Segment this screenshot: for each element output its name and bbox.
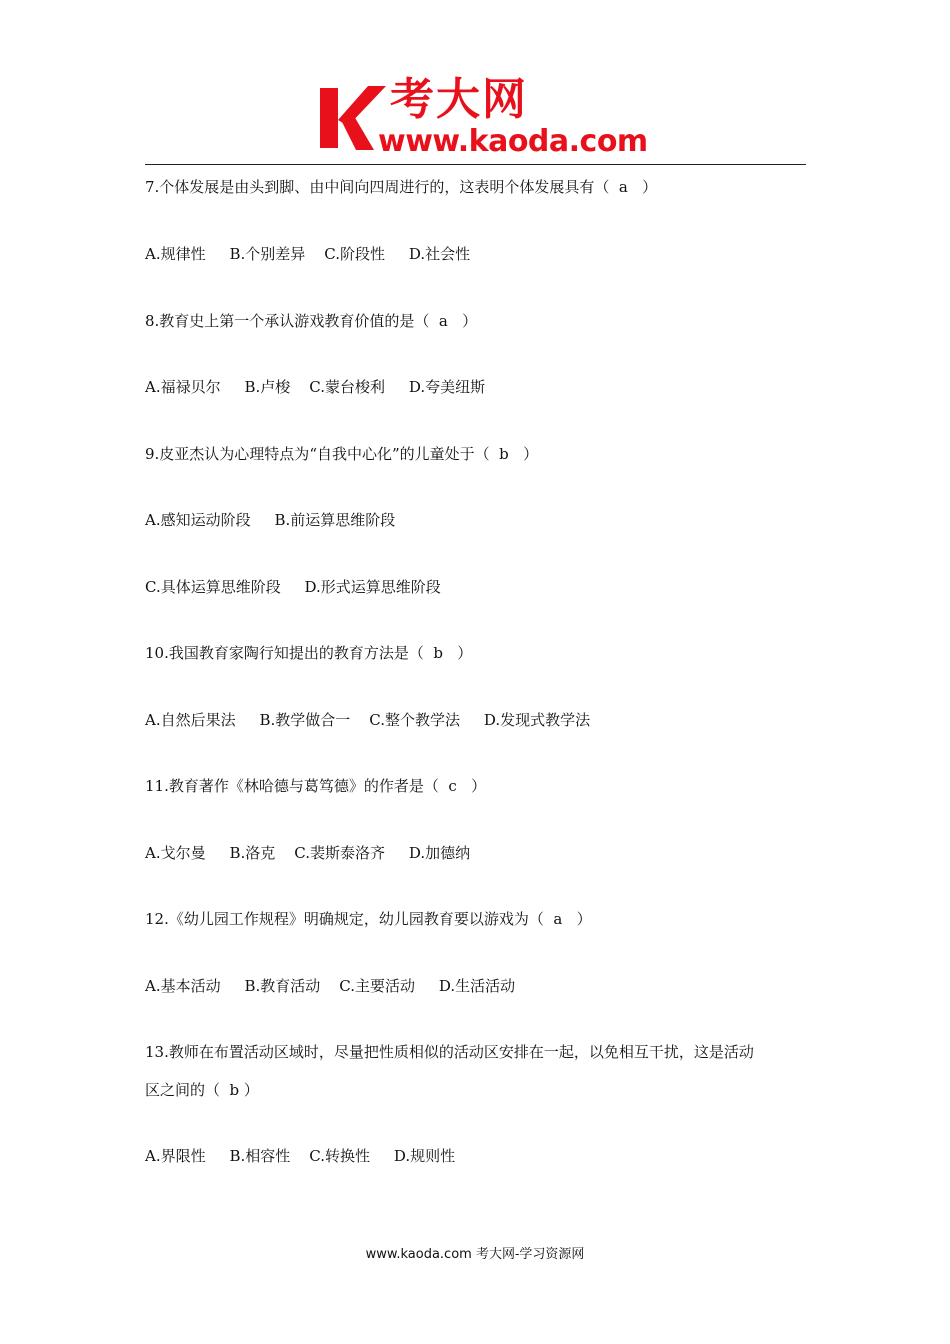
logo-url: www.kaoda.com [378,124,648,159]
question-7: 7.个体发展是由头到脚、由中间向四周进行的，这表明个体发展具有（ a ） [145,178,658,196]
logo-chinese-name: 考大网 [390,74,528,125]
question-11: 11.教育著作《林哈德与葛笃德》的作者是（ c ） [145,777,487,795]
question-9-options-ab: A.感知运动阶段 B.前运算思维阶段 [145,511,396,529]
footer-url[interactable]: www.kaoda.com [365,1247,472,1262]
question-11-options: A.戈尔曼 B.洛克 C.裴斯泰洛齐 D.加德纳 [145,844,471,862]
question-12-options: A.基本活动 B.教育活动 C.主要活动 D.生活活动 [145,977,516,995]
question-13-options: A.界限性 B.相容性 C.转换性 D.规则性 [145,1147,456,1165]
question-13-line1: 13.教师在布置活动区域时，尽量把性质相似的活动区安排在一起，以免相互干扰，这是活动 [145,1043,754,1061]
page-footer [0,1246,950,1264]
question-10-options: A.自然后果法 B.教学做合一 C.整个教学法 D.发现式教学法 [145,711,591,729]
footer-site-name: 考大网-学习资源网 [471,1247,585,1262]
kaoda-logo [318,74,648,159]
question-8: 8.教育史上第一个承认游戏教育价值的是（ a ） [145,312,478,330]
question-9-options-cd: C.具体运算思维阶段 D.形式运算思维阶段 [145,578,441,596]
header-divider [145,164,806,165]
question-10: 10.我国教育家陶行知提出的教育方法是（ b ） [145,644,473,662]
question-9: 9.皮亚杰认为心理特点为“自我中心化”的儿童处于（ b ） [145,445,539,463]
question-7-options: A.规律性 B.个别差异 C.阶段性 D.社会性 [145,245,471,263]
question-13-line2: 区之间的（ b ） [145,1081,259,1099]
question-8-options: A.福禄贝尔 B.卢梭 C.蒙台梭利 D.夸美纽斯 [145,378,486,396]
question-12: 12.《幼儿园工作规程》明确规定，幼儿园教育要以游戏为（ a ） [145,910,592,928]
